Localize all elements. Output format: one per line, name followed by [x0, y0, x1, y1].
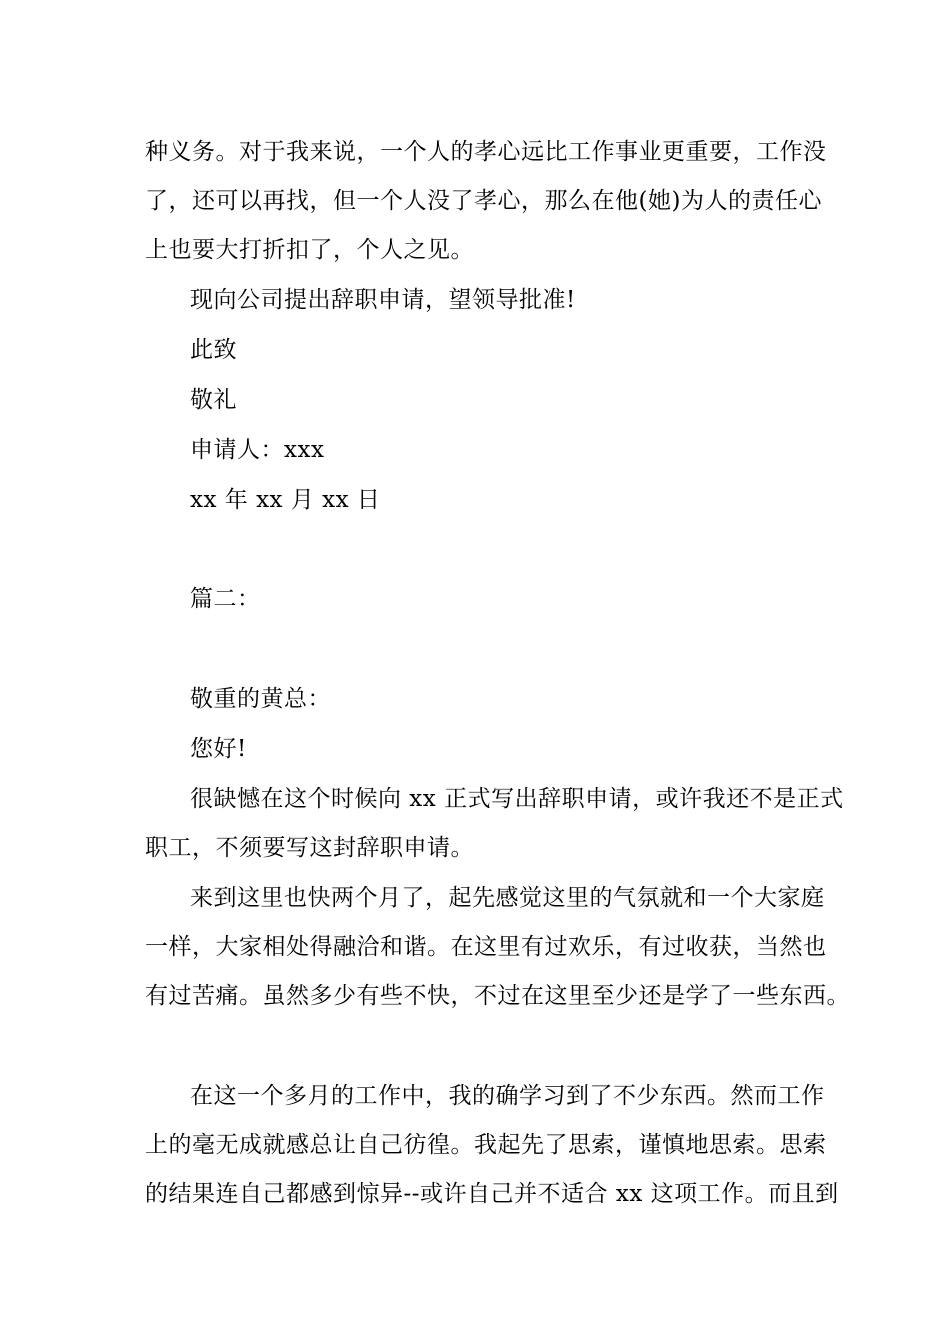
text-line: 的结果连自己都感到惊异--或许自己并不适合 xx 这项工作。而且到: [145, 1181, 839, 1207]
section-heading: 篇二：: [190, 586, 261, 612]
text-line: 来到这里也快两个月了，起先感觉这里的气氛就和一个大家庭: [190, 885, 825, 911]
text-line: 很缺憾在这个时候向 xx 正式写出辞职申请，或许我还不是正式: [190, 786, 844, 812]
text-line: 上的毫无成就感总让自己彷徨。我起先了思索，谨慎地思索。思索: [145, 1132, 827, 1158]
request-line: 现向公司提出辞职申请，望领导批准!: [190, 287, 576, 313]
applicant-line: 申请人：xxx: [190, 437, 325, 463]
text-line: 一样，大家相处得融洽和谐。在这里有过欢乐，有过收获，当然也: [145, 934, 827, 960]
text-line: 了，还可以再找，但一个人没了孝心，那么在他(她)为人的责任心: [145, 188, 822, 214]
closing-line: 敬礼: [190, 387, 237, 413]
text-line: 职工，不须要写这封辞职申请。: [145, 835, 474, 861]
closing-line: 此致: [190, 337, 237, 363]
text-line: 上也要大打折扣了，个人之见。: [145, 237, 474, 263]
date-line: xx 年 xx 月 xx 日: [190, 487, 381, 513]
salutation-line: 敬重的黄总：: [190, 686, 331, 712]
greeting-line: 您好!: [190, 736, 247, 762]
text-line: 有过苦痛。虽然多少有些不快，不过在这里至少还是学了一些东西。: [145, 983, 850, 1009]
text-line: 在这一个多月的工作中，我的确学习到了不少东西。然而工作: [190, 1083, 825, 1109]
text-line: 种义务。对于我来说，一个人的孝心远比工作事业更重要，工作没: [145, 139, 827, 165]
